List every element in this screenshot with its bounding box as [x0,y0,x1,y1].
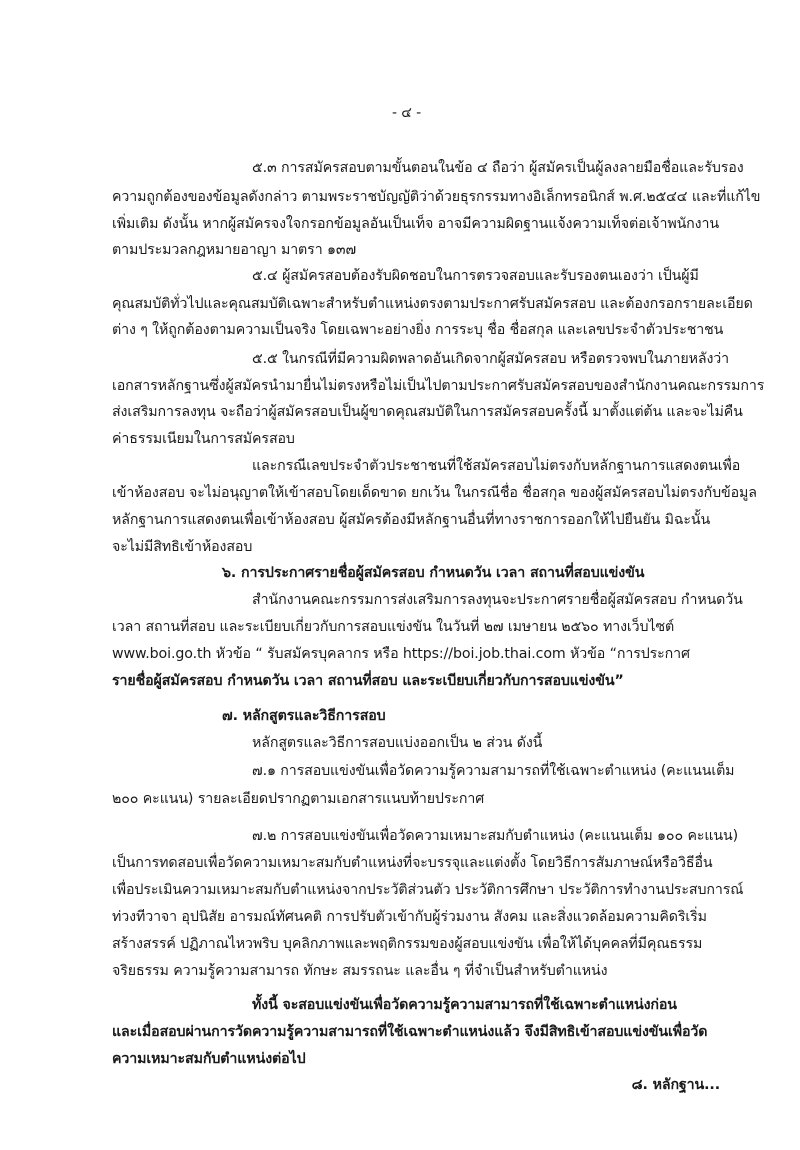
s53-line-3: เพิ่มเติม ดังนั้น หากผู้สมัครจงใจกรอกข้อมูลอันเป็นเท็จ อาจมีความผิดฐานแจ้งความเท็จต่อเจ้าพนักงาน [112,216,719,232]
s6-line-3: www.boi.go.th หัวข้อ “ รับสมัครบุคลากร หรือ https://boi.job.thai.com หัวข้อ “การประกาศ [112,646,690,662]
footer-continuation: ๘. หลักฐาน... [631,1077,720,1093]
s55b-line-3: หลักฐานการแสดงตนเพื่อเข้าห้องสอบ ผู้สมัครต้องมีหลักฐานอื่นที่ทางราชการออกให้ไปยืนยัน มิฉะนั้น [112,512,711,528]
s55b-line-1: และกรณีเลขประจำตัวประชาชนที่ใช้สมัครสอบไม่ตรงกับหลักฐานการแสดงตนเพื่อ [252,458,741,474]
s55b-line-4: จะไม่มีสิทธิเข้าห้องสอบ [112,539,253,555]
s72-line-6: จริยธรรม ความรู้ความสามารถ ทักษะ สมรรถนะ และอื่น ๆ ที่จำเป็นสำหรับตำแหน่ง [112,963,608,979]
s53-line-4: ตามประมวลกฎหมายอาญา มาตรา ๑๓๗ [112,242,357,258]
s55-line-1: ๕.๕ ในกรณีที่มีความผิดพลาดอันเกิดจากผู้สมัครสอบ หรือตรวจพบในภายหลังว่า [252,351,730,367]
s7-heading: ๗. หลักสูตรและวิธีการสอบ [222,708,386,724]
s53-line-1: ๕.๓ การสมัครสอบตามขั้นตอนในข้อ ๔ ถือว่า ผู้สมัครเป็นผู้ลงลายมือชื่อและรับรอง [252,160,744,176]
page-number: - ๔ - [392,105,422,121]
s7-note-line-3: ความเหมาะสมกับตำแหน่งต่อไป [112,1051,306,1067]
s55-line-4: ค่าธรรมเนียมในการสมัครสอบ [112,431,295,447]
s6-line-4: รายชื่อผู้สมัครสอบ กำหนดวัน เวลา สถานที่สอบ และระเบียบเกี่ยวกับการสอบแข่งขัน” [112,673,624,689]
s55-line-2: เอกสารหลักฐานซึ่งผู้สมัครนำมายื่นไม่ตรงหรือไม่เป็นไปตามประกาศรับสมัครสอบของสำนักงานคณะกรรมการ [112,378,765,394]
s72-line-1: ๗.๒ การสอบแข่งขันเพื่อวัดความเหมาะสมกับตำแหน่ง (คะแนนเต็ม ๑๐๐ คะแนน) [252,828,739,844]
s54-line-3: ต่าง ๆ ให้ถูกต้องตามความเป็นจริง โดยเฉพาะอย่างยิ่ง การระบุ ชื่อ ชื่อสกุล และเลขประจำตัวประชาชน [112,322,724,338]
s6-heading: ๖. การประกาศรายชื่อผู้สมัครสอบ กำหนดวัน เวลา สถานที่สอบแข่งขัน [222,565,645,581]
s71-line-1: ๗.๑ การสอบแข่งขันเพื่อวัดความรู้ความสามารถที่ใช้เฉพาะตำแหน่ง (คะแนนเต็ม [252,763,735,779]
s72-line-5: สร้างสรรค์ ปฏิภาณไหวพริบ บุคลิกภาพและพฤติกรรมของผู้สอบแข่งขัน เพื่อให้ได้บุคคลที่มีคุณธรรม [112,936,703,952]
s7-note-line-1: ทั้งนี้ จะสอบแข่งขันเพื่อวัดความรู้ความสามารถที่ใช้เฉพาะตำแหน่งก่อน [252,997,677,1013]
s55b-line-2: เข้าห้องสอบ จะไม่อนุญาตให้เข้าสอบโดยเด็ดขาด ยกเว้น ในกรณีชื่อ ชื่อสกุล ของผู้สมัครสอบไม่ตรงกับข้อมูล [112,485,757,501]
s72-line-4: ท่วงทีวาจา อุปนิสัย อารมณ์ทัศนคติ การปรับตัวเข้ากับผู้ร่วมงาน สังคม และสิ่งแวดล้อมความคิดริเริ่ม [112,909,707,925]
s54-line-2: คุณสมบัติทั่วไปและคุณสมบัติเฉพาะสำหรับตำแหน่งตรงตามประกาศรับสมัครสอบ และต้องกรอกรายละเอียด [112,296,753,312]
s71-line-2: ๒๐๐ คะแนน) รายละเอียดปรากฏตามเอกสารแนบท้ายประกาศ [112,791,485,807]
s72-line-2: เป็นการทดสอบเพื่อวัดความเหมาะสมกับตำแหน่งที่จะบรรจุและแต่งตั้ง โดยวิธีการสัมภาษณ์หรือวิธีอื่น [112,855,713,871]
s7-intro: หลักสูตรและวิธีการสอบแบ่งออกเป็น ๒ ส่วน ดังนี้ [252,735,543,751]
s6-line-1: สำนักงานคณะกรรมการส่งเสริมการลงทุนจะประกาศรายชื่อผู้สมัครสอบ กำหนดวัน [252,592,743,608]
s55-line-3: ส่งเสริมการลงทุน จะถือว่าผู้สมัครสอบเป็นผู้ขาดคุณสมบัติในการสมัครสอบครั้งนี้ มาตั้งแต่ต้น และจะไม่คืน [112,404,743,420]
s72-line-3: เพื่อประเมินความเหมาะสมกับตำแหน่งจากประวัติส่วนตัว ประวัติการศึกษา ประวัติการทำงานประสบการณ์ [112,882,744,898]
s54-line-1: ๕.๔ ผู้สมัครสอบต้องรับผิดชอบในการตรวจสอบและรับรองตนเองว่า เป็นผู้มี [252,268,699,284]
s7-note-line-2: และเมื่อสอบผ่านการวัดความรู้ความสามารถที่ใช้เฉพาะตำแหน่งแล้ว จึงมีสิทธิเข้าสอบแข่งขันเพื่อวัด [112,1024,708,1040]
s53-line-2: ความถูกต้องของข้อมูลดังกล่าว ตามพระราชบัญญัติว่าด้วยธุรกรรมทางอิเล็กทรอนิกส์ พ.ศ.๒๕๔๔ และที่แก้ไข [112,189,761,205]
s6-line-2: เวลา สถานที่สอบ และระเบียบเกี่ยวกับการสอบแข่งขัน ในวันที่ ๒๗ เมษายน ๒๕๖๐ ทางเว็บไซต์ [112,619,675,635]
